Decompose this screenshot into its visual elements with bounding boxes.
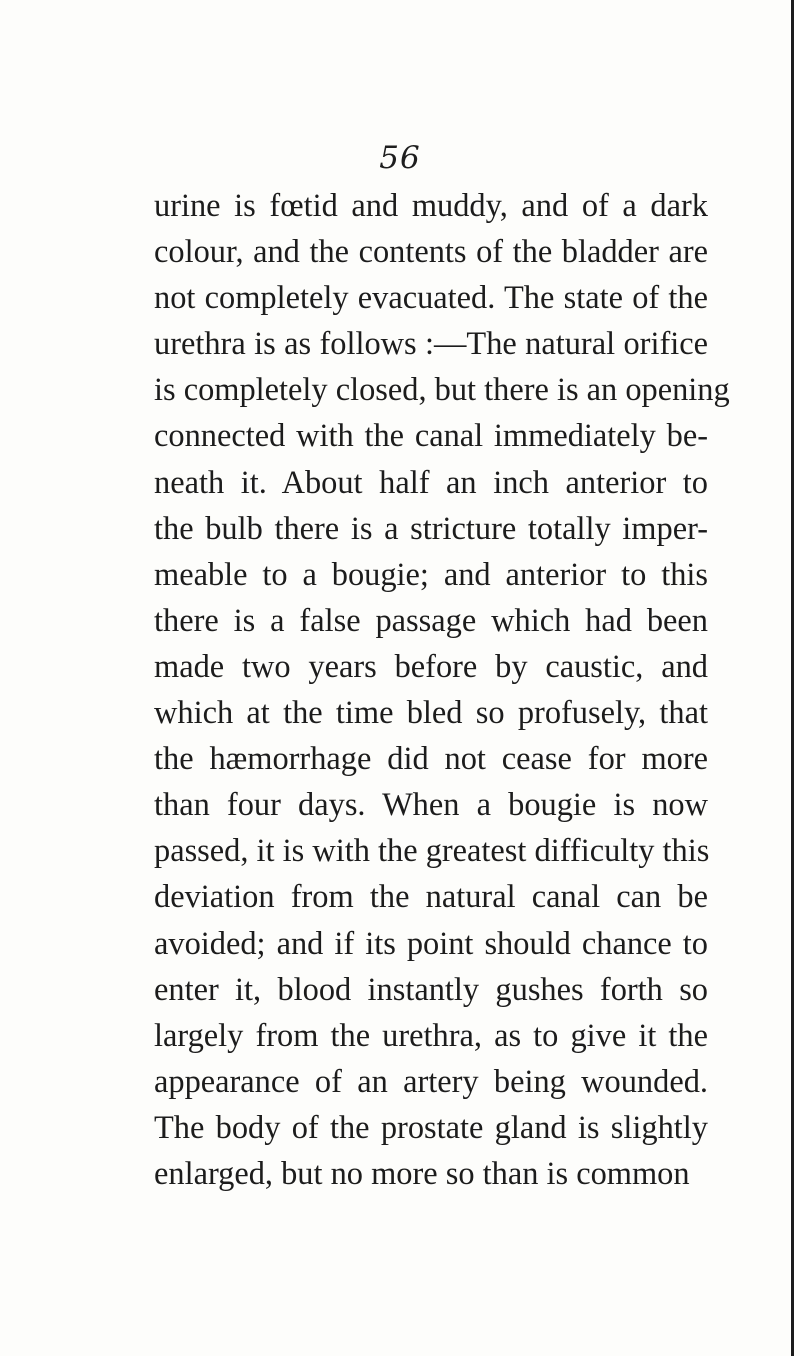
text-line: enter it, blood instantly gushes forth so [154,971,708,1008]
text-line: which at the time bled so profusely, that [154,695,708,732]
text-line: there is a false passage which had been [154,602,708,639]
text-line: colour, and the contents of the bladder are [154,234,708,271]
text-line: not completely evacuated. The state of the [154,280,708,317]
page-edge-line [791,0,794,1356]
text-line: the bulb there is a stricture totally imper- [154,510,708,547]
text-line: deviation from the natural canal can be [154,879,708,916]
text-line: urethra is as follows :—The natural orifice [154,326,708,363]
text-line: made two years before by caustic, and [154,648,708,685]
text-line: appearance of an artery being wounded. [154,1063,708,1100]
text-line: passed, it is with the greatest difficulty this [154,833,710,870]
text-line: largely from the urethra, as to give it the [154,1017,708,1054]
text-line: than four days. When a bougie is now [154,787,708,824]
page-number: 56 [379,140,421,176]
text-line: The body of the prostate gland is slightly [154,1109,708,1146]
text-line: the hæmorrhage did not cease for more [154,741,708,778]
text-line: enlarged, but no more so than is common [154,1155,690,1192]
text-line: is completely closed, but there is an opening [154,372,730,409]
text-line: avoided; and if its point should chance to [154,925,708,962]
text-line: urine is fœtid and muddy, and of a dark [154,188,708,224]
text-line: meable to a bougie; and anterior to this [154,556,708,593]
body-text [154,183,730,1197]
text-line: connected with the canal immediately be- [154,418,708,455]
text-line: neath it. About half an inch anterior to [154,464,708,501]
